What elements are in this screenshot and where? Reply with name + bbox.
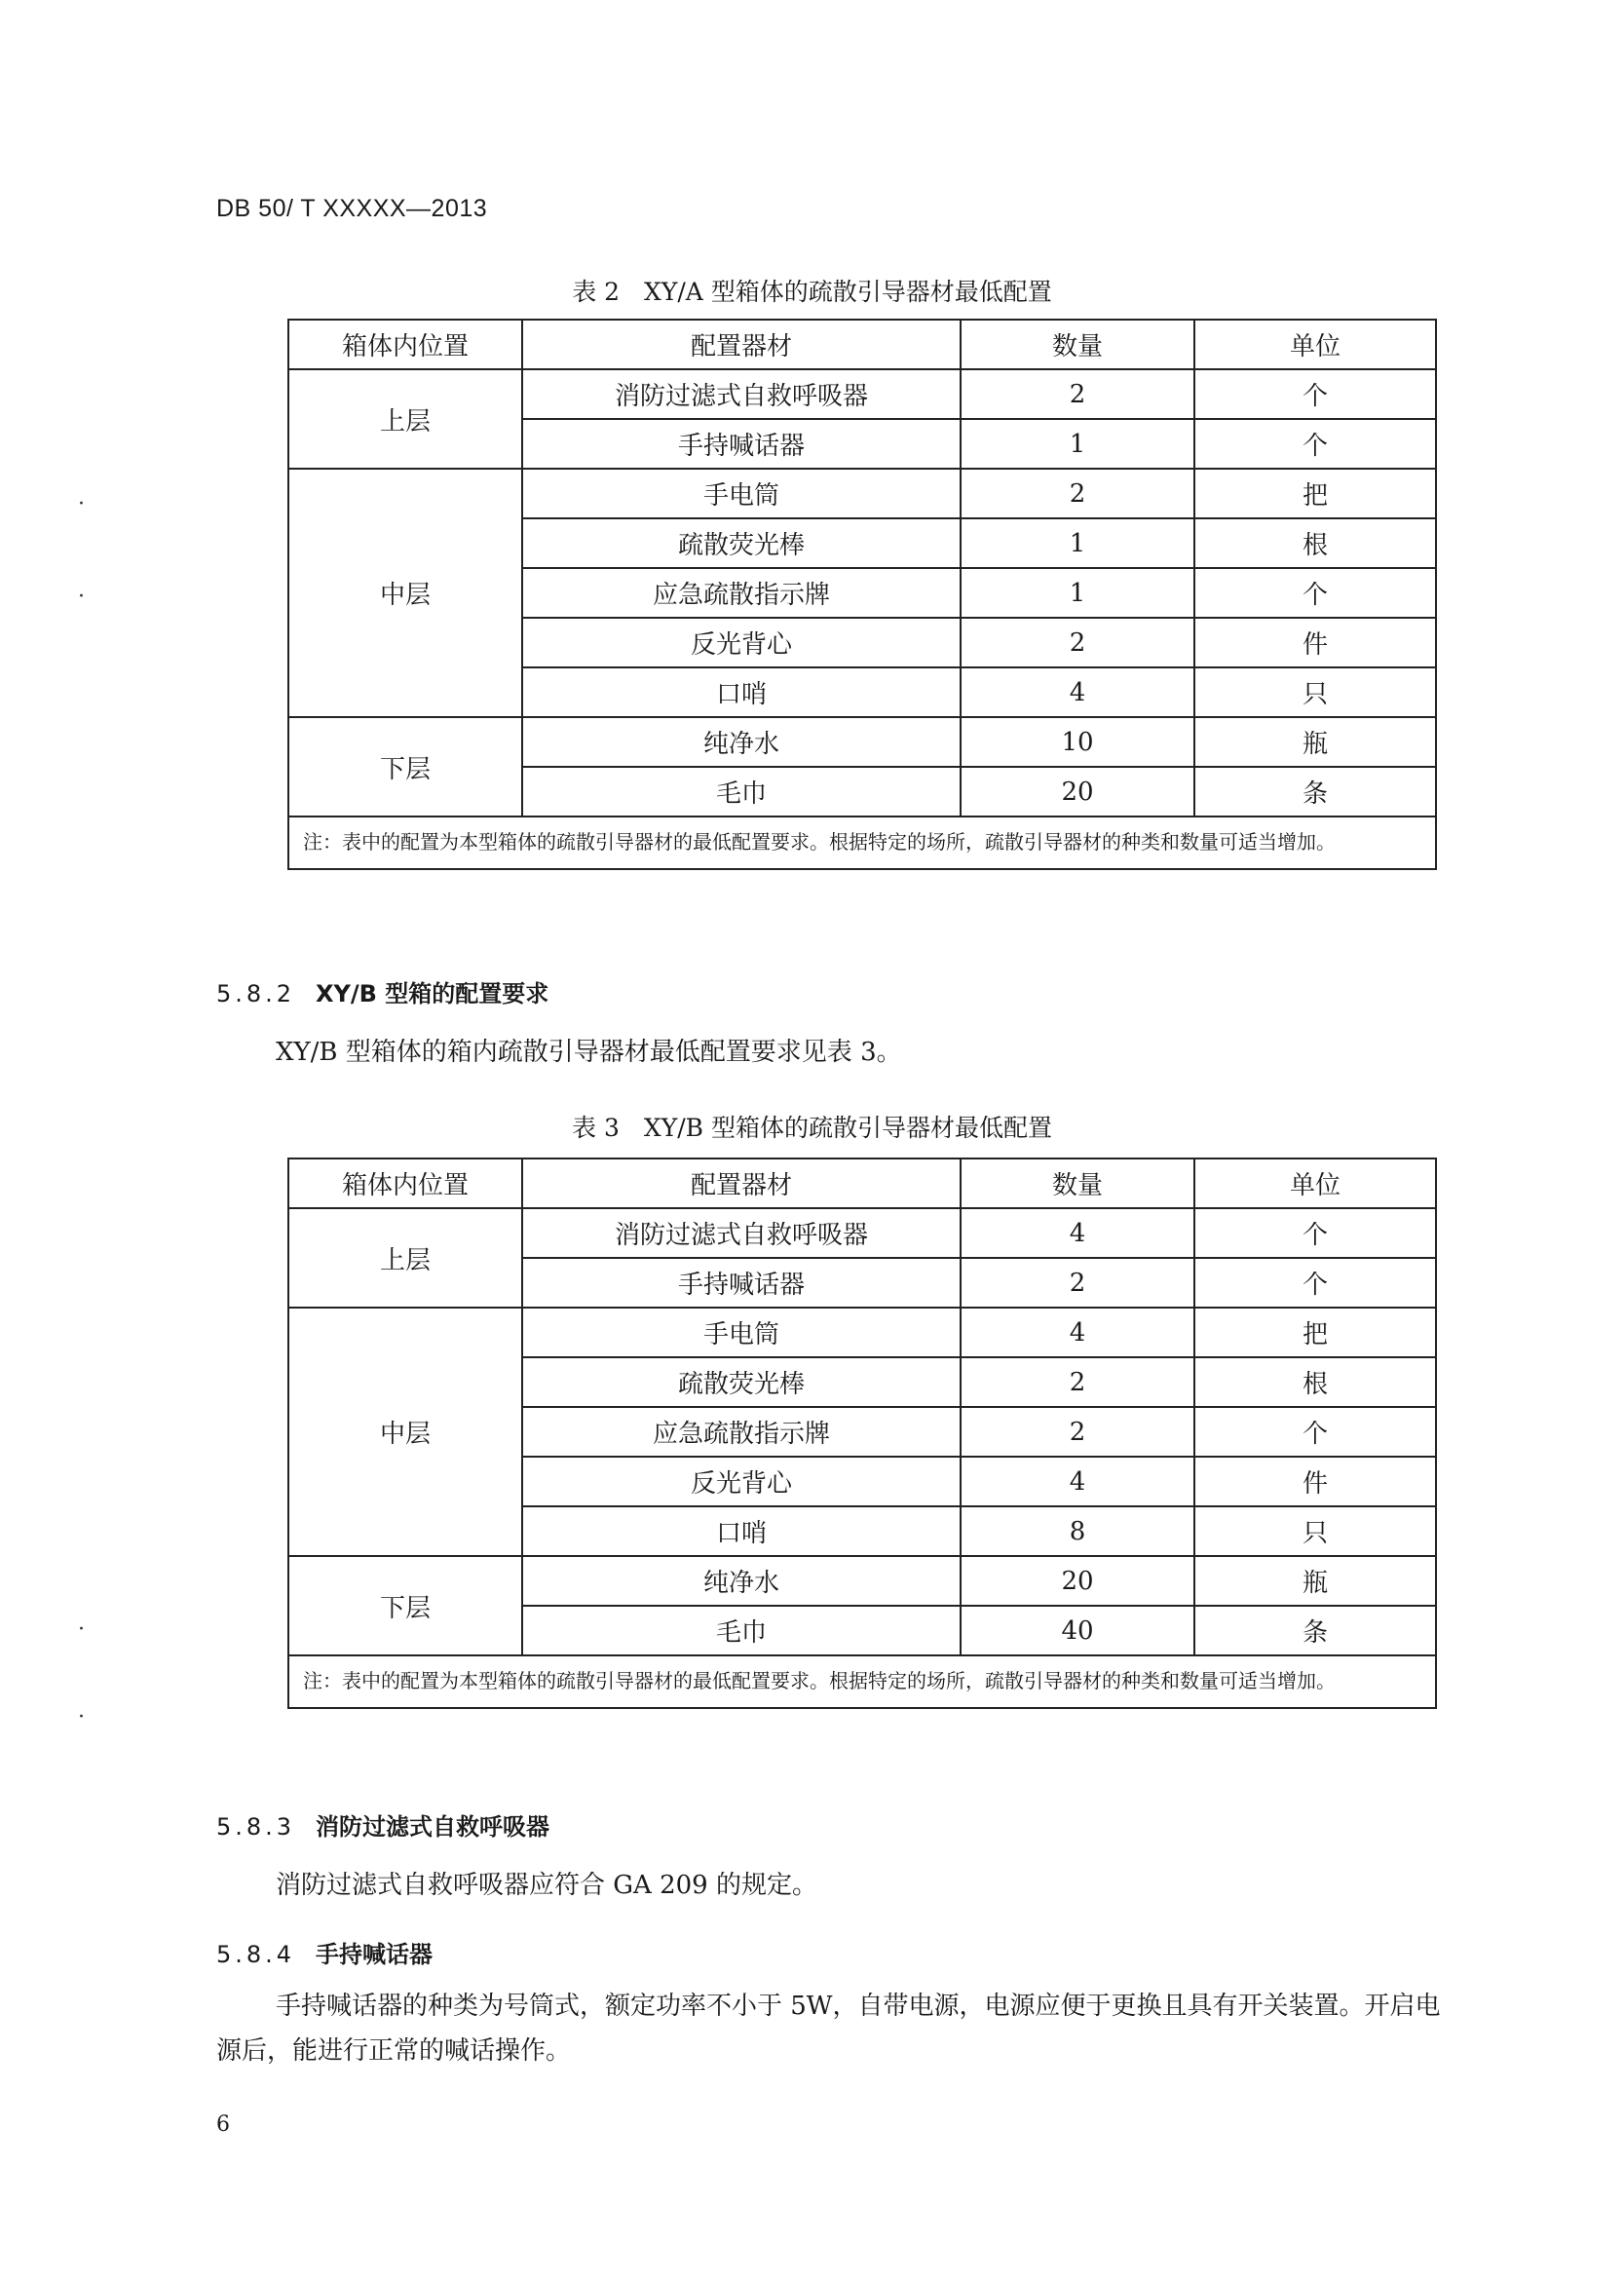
item-cell: 口哨 xyxy=(522,1506,961,1556)
unit-cell: 个 xyxy=(1194,369,1436,419)
qty-cell: 4 xyxy=(961,1457,1194,1506)
unit-cell: 条 xyxy=(1194,767,1436,817)
section-title: 消防过滤式自救呼吸器 xyxy=(316,1813,549,1841)
document-code: DB 50/ T XXXXX—2013 xyxy=(216,195,488,222)
item-cell: 消防过滤式自救呼吸器 xyxy=(522,369,961,419)
qty-cell: 2 xyxy=(961,369,1194,419)
header-item: 配置器材 xyxy=(522,320,961,369)
qty-cell: 40 xyxy=(961,1606,1194,1655)
table-note: 注：表中的配置为本型箱体的疏散引导器材的最低配置要求。根据特定的场所，疏散引导器材的种类和数量可适当增加。 xyxy=(288,817,1436,869)
qty-cell: 20 xyxy=(961,1556,1194,1606)
item-cell: 口哨 xyxy=(522,667,961,717)
qty-cell: 20 xyxy=(961,767,1194,817)
item-cell: 反光背心 xyxy=(522,618,961,667)
section-5-8-4-heading xyxy=(216,1935,433,1969)
item-cell: 应急疏散指示牌 xyxy=(522,568,961,618)
item-cell: 消防过滤式自救呼吸器 xyxy=(522,1208,961,1258)
table-header-row xyxy=(288,1158,1436,1208)
header-position: 箱体内位置 xyxy=(288,1158,522,1208)
header-position: 箱体内位置 xyxy=(288,320,522,369)
unit-cell: 条 xyxy=(1194,1606,1436,1655)
qty-cell: 1 xyxy=(961,568,1194,618)
scan-mark: · xyxy=(78,585,85,609)
position-cell: 上层 xyxy=(288,369,522,469)
scan-mark: · xyxy=(78,1705,85,1729)
section-5-8-3-text: 消防过滤式自救呼吸器应符合 GA 209 的规定。 xyxy=(276,1871,817,1900)
unit-cell: 个 xyxy=(1194,419,1436,469)
item-cell: 纯净水 xyxy=(522,1556,961,1606)
header-unit: 单位 xyxy=(1194,1158,1436,1208)
qty-cell: 4 xyxy=(961,1208,1194,1258)
position-cell: 下层 xyxy=(288,1556,522,1655)
section-5-8-2-heading xyxy=(216,974,548,1008)
item-cell: 手持喊话器 xyxy=(522,1258,961,1308)
table-note-row xyxy=(288,1655,1436,1708)
qty-cell: 2 xyxy=(961,469,1194,518)
item-cell: 毛巾 xyxy=(522,1606,961,1655)
qty-cell: 2 xyxy=(961,1407,1194,1457)
table3-caption: 表 3 XY/B 型箱体的疏散引导器材最低配置 xyxy=(572,1114,1052,1142)
item-cell: 毛巾 xyxy=(522,767,961,817)
table2 xyxy=(287,319,1437,870)
qty-cell: 2 xyxy=(961,1357,1194,1407)
header-qty: 数量 xyxy=(961,1158,1194,1208)
table-note-row xyxy=(288,817,1436,869)
section-5-8-3-heading xyxy=(216,1807,549,1842)
table-row xyxy=(288,469,1436,518)
table3 xyxy=(287,1158,1437,1709)
header-item: 配置器材 xyxy=(522,1158,961,1208)
section-title: 手持喊话器 xyxy=(316,1941,433,1968)
unit-cell: 个 xyxy=(1194,568,1436,618)
unit-cell: 瓶 xyxy=(1194,717,1436,767)
position-cell: 中层 xyxy=(288,469,522,717)
section-5-8-2-text: XY/B 型箱体的箱内疏散引导器材最低配置要求见表 3。 xyxy=(276,1038,902,1067)
section-number: 5.8.3 xyxy=(216,1813,296,1841)
scan-mark: · xyxy=(78,1617,85,1642)
unit-cell: 件 xyxy=(1194,1457,1436,1506)
header-unit: 单位 xyxy=(1194,320,1436,369)
item-cell: 手持喊话器 xyxy=(522,419,961,469)
section-number: 5.8.2 xyxy=(216,980,296,1007)
page-number: 6 xyxy=(216,2112,230,2137)
unit-cell: 把 xyxy=(1194,469,1436,518)
item-cell: 纯净水 xyxy=(522,717,961,767)
item-cell: 手电筒 xyxy=(522,469,961,518)
item-cell: 手电筒 xyxy=(522,1308,961,1357)
qty-cell: 4 xyxy=(961,667,1194,717)
table-row xyxy=(288,369,1436,419)
unit-cell: 个 xyxy=(1194,1407,1436,1457)
unit-cell: 只 xyxy=(1194,667,1436,717)
unit-cell: 把 xyxy=(1194,1308,1436,1357)
table2-caption: 表 2 XY/A 型箱体的疏散引导器材最低配置 xyxy=(572,278,1052,306)
qty-cell: 8 xyxy=(961,1506,1194,1556)
unit-cell: 根 xyxy=(1194,1357,1436,1407)
scan-mark: · xyxy=(78,492,85,516)
item-cell: 疏散荧光棒 xyxy=(522,518,961,568)
position-cell: 上层 xyxy=(288,1208,522,1308)
section-number: 5.8.4 xyxy=(216,1941,296,1968)
unit-cell: 个 xyxy=(1194,1208,1436,1258)
header-qty: 数量 xyxy=(961,320,1194,369)
qty-cell: 10 xyxy=(961,717,1194,767)
qty-cell: 2 xyxy=(961,618,1194,667)
item-cell: 应急疏散指示牌 xyxy=(522,1407,961,1457)
position-cell: 中层 xyxy=(288,1308,522,1556)
qty-cell: 1 xyxy=(961,419,1194,469)
position-cell: 下层 xyxy=(288,717,522,817)
unit-cell: 只 xyxy=(1194,1506,1436,1556)
table-note: 注：表中的配置为本型箱体的疏散引导器材的最低配置要求。根据特定的场所，疏散引导器材的种类和数量可适当增加。 xyxy=(288,1655,1436,1708)
section-title: XY/B 型箱的配置要求 xyxy=(316,980,549,1007)
table-header-row xyxy=(288,320,1436,369)
table-row xyxy=(288,1556,1436,1606)
qty-cell: 2 xyxy=(961,1258,1194,1308)
unit-cell: 个 xyxy=(1194,1258,1436,1308)
unit-cell: 瓶 xyxy=(1194,1556,1436,1606)
qty-cell: 1 xyxy=(961,518,1194,568)
table-row xyxy=(288,717,1436,767)
qty-cell: 4 xyxy=(961,1308,1194,1357)
item-cell: 反光背心 xyxy=(522,1457,961,1506)
section-5-8-4-text: 手持喊话器的种类为号筒式，额定功率不小于 5W，自带电源，电源应便于更换且具有开关装置。开启电源后，能进行正常的喊话操作。 xyxy=(216,1992,1441,2066)
unit-cell: 根 xyxy=(1194,518,1436,568)
item-cell: 疏散荧光棒 xyxy=(522,1357,961,1407)
table-row xyxy=(288,1308,1436,1357)
table-row xyxy=(288,1208,1436,1258)
unit-cell: 件 xyxy=(1194,618,1436,667)
